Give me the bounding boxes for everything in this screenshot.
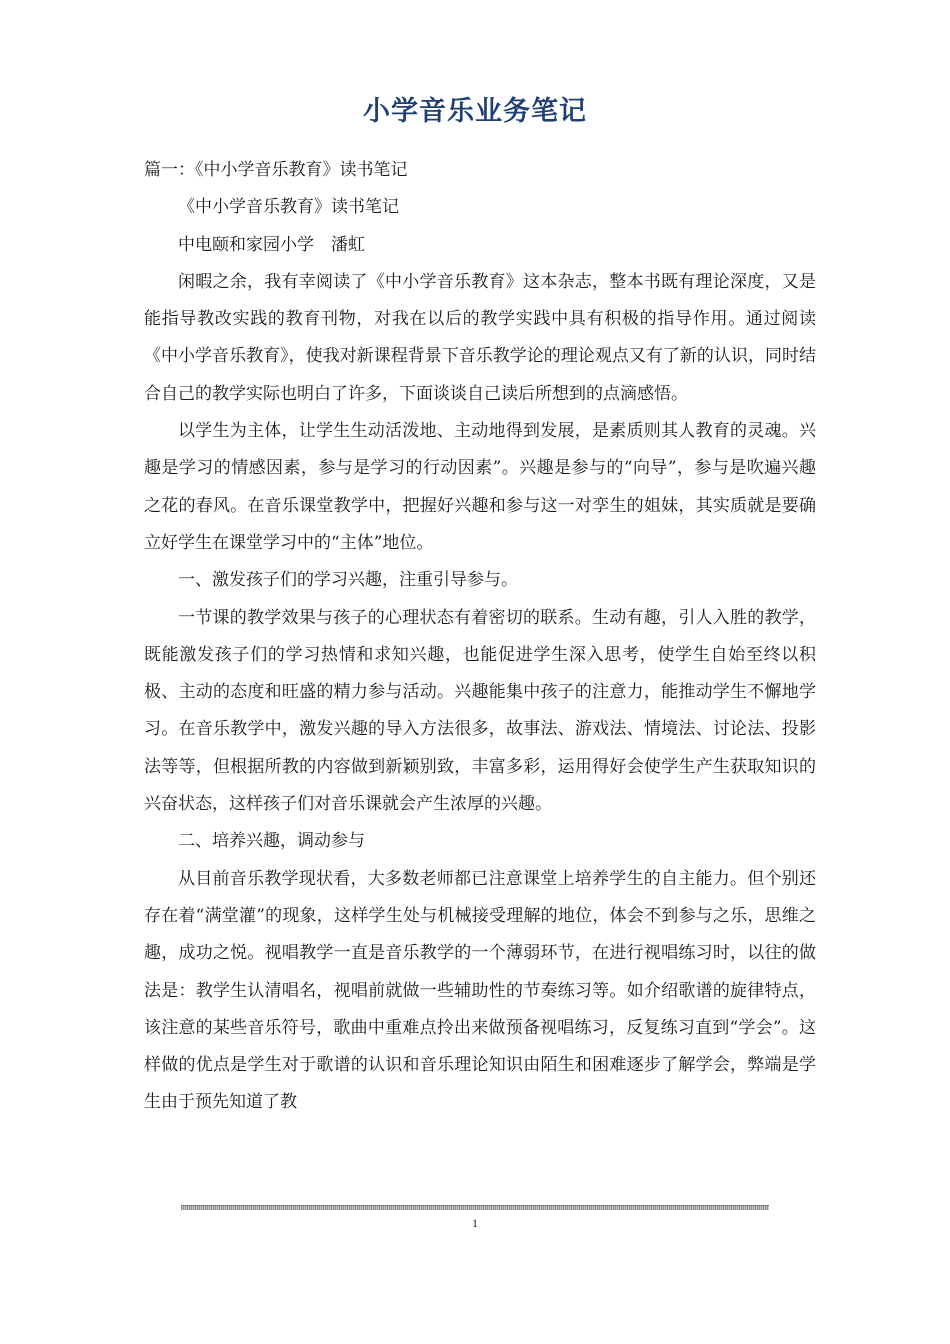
paragraph-subtitle: 《中小学音乐教育》读书笔记 — [178, 197, 399, 218]
document-title: 小学音乐业务笔记 — [363, 96, 587, 127]
paragraph-sight-singing: 从目前音乐教学现状看，大多数老师都已注意课堂上培养学生的自主能力。但个别还存在着“满堂灌”的现象，这样学生处与机械接受理解的地位，体会不到参与之乐，思维之趣，成功之悦。视唱教学一直是音乐教学的一个薄弱环节，在进行视唱练习时，以往的做法是：教学生认清唱名，视唱前就做一些辅助性的节奏练习等。如介绍歌谱的旋律特点，该注意的某些音乐符号，歌曲中重难点拎出来做预备视唱练习，反复练习直到“学会”。这样做的优点是学生对于歌谱的认识和音乐理论知识由陌生和困难逐步了解学会，弊端是学生由于预先知道了教 — [144, 868, 816, 1113]
document-body — [144, 152, 816, 1122]
paragraph-interest: 一节课的教学效果与孩子的心理状态有着密切的联系。生动有趣，引人入胜的教学，既能激发孩子们的学习热情和求知兴趣，也能促进学生深入思考，使学生自始至终以积极、主动的态度和旺盛的精力参与活动。兴趣能集中孩子的注意力，能推动学生不懈地学习。在音乐教学中，激发兴趣的导入方法很多，故事法、游戏法、情境法、讨论法、投影法等等，但根据所教的内容做到新颖别致，丰富多彩，运用得好会使学生产生获取知识的兴奋状态，这样孩子们对音乐课就会产生浓厚的兴趣。 — [144, 607, 816, 815]
paragraph-heading: 篇一：《中小学音乐教育》读书笔记 — [144, 160, 408, 180]
section-heading-one: 一、激发孩子们的学习兴趣，注重引导参与。 — [178, 570, 518, 591]
footer-divider — [181, 1205, 769, 1210]
paragraph-author: 中电颐和家园小学 潘虹 — [178, 234, 365, 255]
paragraph-student-subject: 以学生为主体，让学生生动活泼地、主动地得到发展，是素质则其人教育的灵魂。兴趣是学习的情感因素，参与是学习的行动因素”。兴趣是参与的“向导”，参与是吹遍兴趣之花的春风。在音乐课堂教学中，把握好兴趣和参与这一对孪生的姐妹，其实质就是要确立好学生在课堂学习中的“主体”地位。 — [144, 421, 816, 553]
page-number: 1 — [472, 1216, 478, 1230]
paragraph-intro: 闲暇之余，我有幸阅读了《中小学音乐教育》这本杂志，整本书既有理论深度，又是能指导教改实践的教育刊物，对我在以后的教学实践中具有积极的指导作用。通过阅读《中小学音乐教育》，使我对新课程背景下音乐教学论的理论观点又有了新的认识，同时结合自己的教学实际也明白了许多，下面谈谈自己读后所想到的点滴感悟。 — [144, 271, 816, 404]
section-heading-two: 二、培养兴趣，调动参与 — [178, 831, 365, 852]
